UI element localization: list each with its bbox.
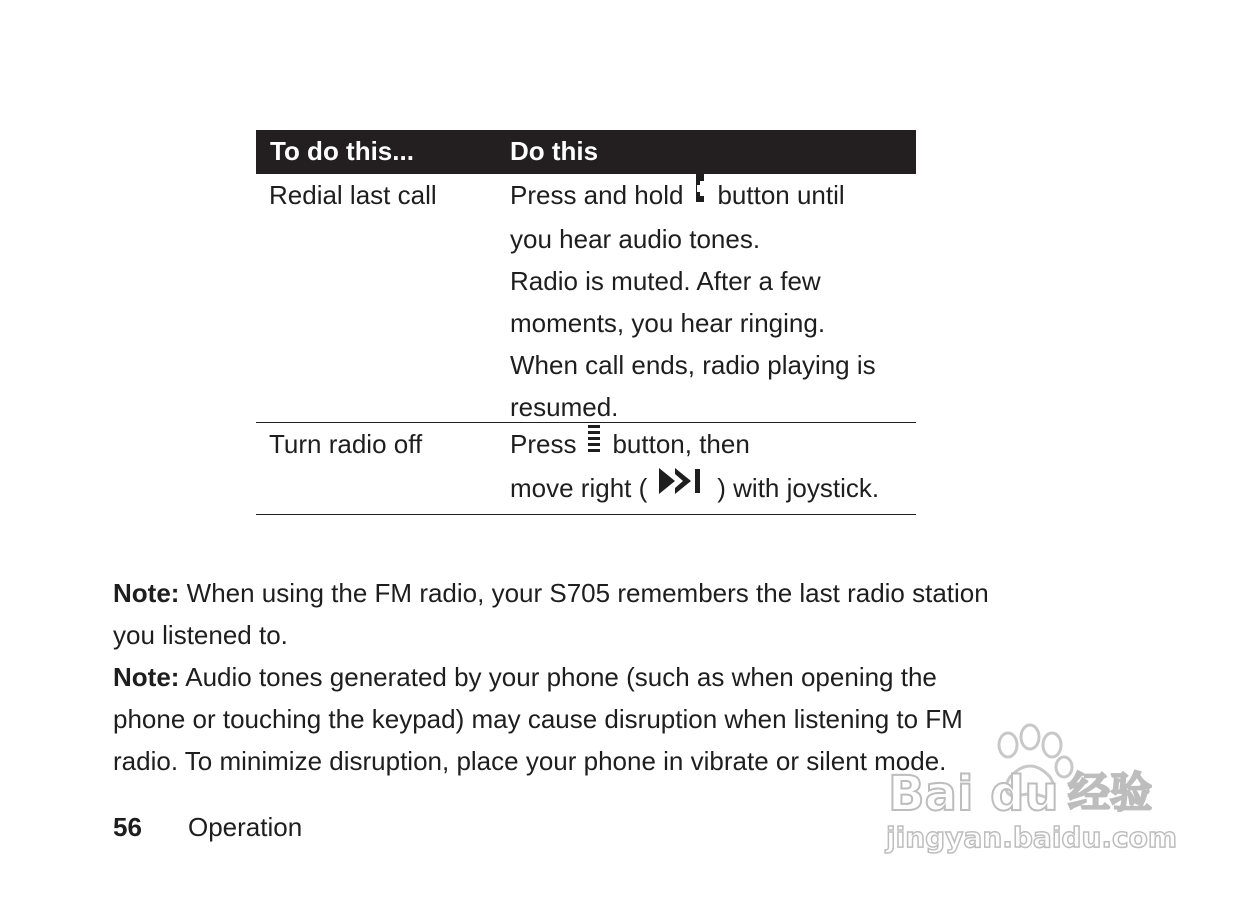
instructions-redial [510, 174, 916, 430]
instruction-text: Press [510, 429, 577, 459]
note-text: Audio tones generated by your phone (such as when opening the [179, 662, 937, 692]
instruction-table [256, 130, 916, 515]
instruction-line: resumed. [510, 392, 619, 423]
instruction-line: When call ends, radio playing is [510, 350, 876, 381]
instruction-text: button until [717, 180, 845, 210]
watermark-cn: 经验 [1068, 768, 1153, 817]
note-label: Note: [113, 662, 180, 692]
header-to-do-this: To do this... [270, 136, 414, 166]
section-name: Operation [188, 812, 303, 842]
instruction-text: move right ( [510, 473, 648, 504]
notes-section [113, 572, 989, 782]
note-text-line: radio. To minimize disruption, place your phone in vibrate or silent mode. [113, 746, 947, 776]
action-redial-last-call: Redial last call [269, 180, 437, 210]
instruction-text: Press and hold [510, 180, 684, 210]
skip-forward-icon [657, 466, 707, 508]
table-header [256, 130, 916, 174]
table-row [256, 174, 916, 423]
instruction-line: Radio is muted. After a few [510, 266, 821, 297]
instruction-line: moments, you hear ringing. [510, 308, 826, 339]
instructions-radio-off [510, 423, 916, 513]
note-2 [113, 656, 989, 698]
send-key-icon [693, 173, 707, 215]
instruction-text: button, then [612, 429, 750, 459]
note-text: When using the FM radio, your S705 remembers the last radio station [179, 578, 989, 608]
action-turn-radio-off: Turn radio off [269, 429, 423, 459]
note-text-line: you listened to. [113, 620, 288, 650]
note-text-line: phone or touching the keypad) may cause disruption when listening to FM [113, 704, 963, 734]
note-1 [113, 572, 989, 614]
header-do-this: Do this [510, 136, 599, 166]
page-number: 56 [113, 812, 142, 842]
baidu-watermark [880, 715, 1180, 865]
watermark-brand: Bai du [888, 766, 1059, 822]
watermark-url: jingyan.baidu.com [886, 821, 1178, 854]
instruction-line: you hear audio tones. [510, 224, 761, 255]
menu-key-icon [586, 422, 602, 464]
table-row [256, 423, 916, 515]
page-footer [113, 812, 303, 843]
instruction-text: ) with joystick. [717, 473, 880, 504]
note-label: Note: [113, 578, 180, 608]
